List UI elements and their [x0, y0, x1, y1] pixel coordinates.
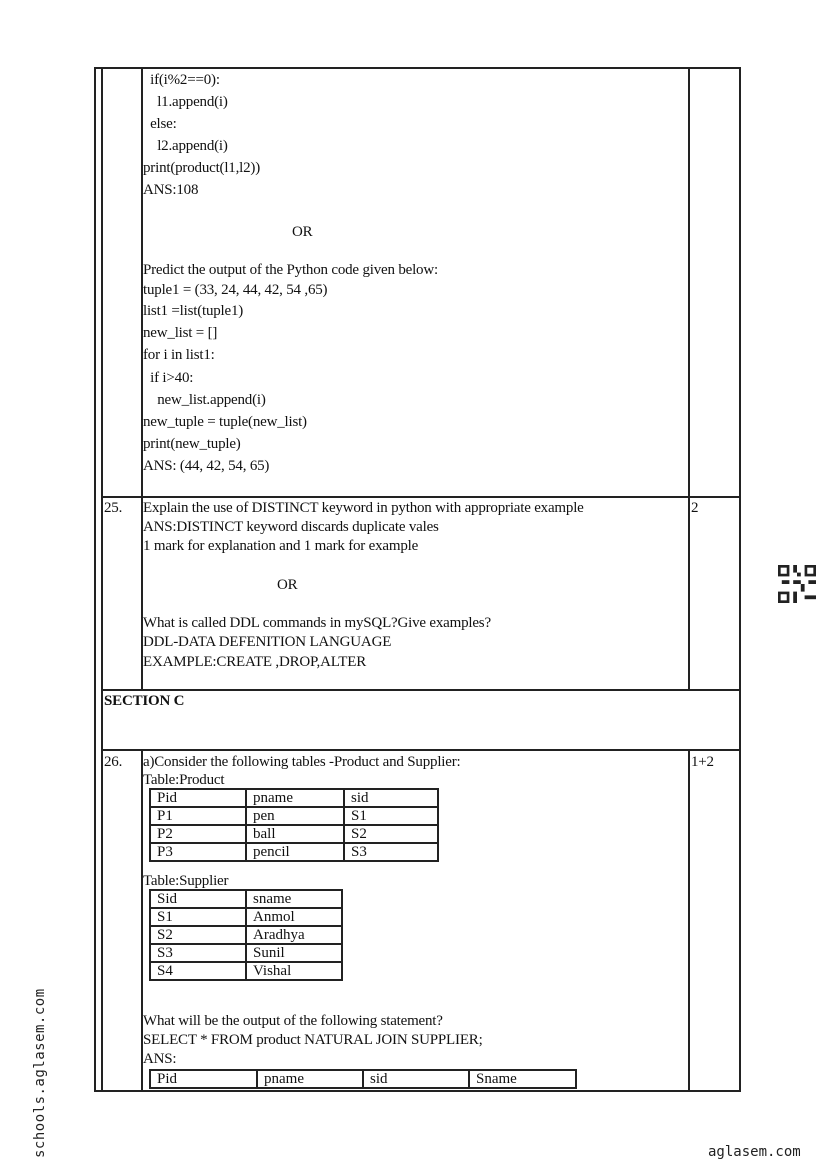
table-cell: S2	[344, 825, 438, 843]
question-marks: 1+2	[691, 754, 714, 770]
answer-line: DDL-DATA DEFENITION LANGUAGE	[143, 634, 392, 650]
table-row	[150, 825, 438, 843]
code-line: print(product(l1,l2))	[143, 160, 261, 176]
side-watermark: schools.aglasem.com	[32, 988, 48, 1158]
table-cell: S3	[150, 944, 246, 962]
question-number: 25.	[104, 500, 123, 516]
question-marks: 2	[691, 500, 699, 516]
supplier-table	[149, 889, 343, 981]
table-cell: S1	[150, 908, 246, 926]
table-cell: Anmol	[246, 908, 342, 926]
table-label: Table:Supplier	[143, 873, 229, 889]
table-cell: pencil	[246, 843, 344, 861]
code-line: new_tuple = tuple(new_list)	[143, 414, 307, 430]
table-row	[150, 843, 438, 861]
table-row	[150, 1070, 576, 1088]
table-cell: sname	[246, 890, 342, 908]
answer-line: ANS: (44, 42, 54, 65)	[143, 458, 270, 474]
table-cell: Sunil	[246, 944, 342, 962]
table-cell: Vishal	[246, 962, 342, 980]
table-cell: P2	[150, 825, 246, 843]
answer-line: 1 mark for explanation and 1 mark for example	[143, 538, 419, 554]
table-row	[150, 807, 438, 825]
code-line: print(new_tuple)	[143, 436, 241, 452]
sql-statement: SELECT * FROM product NATURAL JOIN SUPPLIER;	[143, 1032, 483, 1048]
table-cell: Pid	[150, 789, 246, 807]
code-line: new_list = []	[143, 325, 218, 341]
table-row	[150, 908, 342, 926]
or-separator: OR	[277, 577, 298, 593]
table-cell: Sid	[150, 890, 246, 908]
question-text: What will be the output of the following statement?	[143, 1013, 443, 1029]
code-line: for i in list1:	[143, 347, 215, 363]
table-cell: P1	[150, 807, 246, 825]
code-line: Predict the output of the Python code given below:	[143, 262, 438, 278]
section-heading: SECTION C	[104, 693, 185, 709]
code-line: else:	[143, 116, 177, 132]
answer-line: ANS:DISTINCT keyword discards duplicate vales	[143, 519, 439, 535]
table-cell: S1	[344, 807, 438, 825]
table-cell: Pid	[150, 1070, 257, 1088]
table-cell: sid	[344, 789, 438, 807]
table-cell: Aradhya	[246, 926, 342, 944]
table-row	[150, 926, 342, 944]
question-text: What is called DDL commands in mySQL?Give examples?	[143, 615, 491, 631]
table-cell: pen	[246, 807, 344, 825]
qr-code-icon	[778, 565, 816, 603]
answer-table	[149, 1069, 577, 1089]
table-cell: pname	[246, 789, 344, 807]
bottom-watermark: aglasem.com	[708, 1144, 801, 1160]
question-text: Explain the use of DISTINCT keyword in python with appropriate example	[143, 500, 584, 516]
table-cell: S3	[344, 843, 438, 861]
answer-line: EXAMPLE:CREATE ,DROP,ALTER	[143, 654, 367, 670]
code-line: l1.append(i)	[143, 94, 228, 110]
table-cell: S4	[150, 962, 246, 980]
table-row	[150, 944, 342, 962]
table-cell: P3	[150, 843, 246, 861]
code-line: l2.append(i)	[143, 138, 228, 154]
code-line: if(i%2==0):	[143, 72, 220, 88]
question-number: 26.	[104, 754, 123, 770]
table-cell: ball	[246, 825, 344, 843]
answer-label: ANS:	[143, 1051, 177, 1067]
product-table	[149, 788, 439, 862]
answer-line: ANS:108	[143, 182, 199, 198]
table-label: Table:Product	[143, 772, 225, 788]
question-text: a)Consider the following tables -Product and Supplier:	[143, 754, 461, 770]
table-row	[150, 962, 342, 980]
code-line: if i>40:	[143, 370, 194, 386]
table-cell: sid	[363, 1070, 469, 1088]
code-line: tuple1 = (33, 24, 44, 42, 54 ,65)	[143, 282, 328, 298]
table-row	[150, 789, 438, 807]
or-separator: OR	[292, 224, 313, 240]
code-line: new_list.append(i)	[143, 392, 266, 408]
table-cell: Sname	[469, 1070, 576, 1088]
table-cell: pname	[257, 1070, 363, 1088]
code-line: list1 =list(tuple1)	[143, 303, 244, 319]
table-row	[150, 890, 342, 908]
table-cell: S2	[150, 926, 246, 944]
